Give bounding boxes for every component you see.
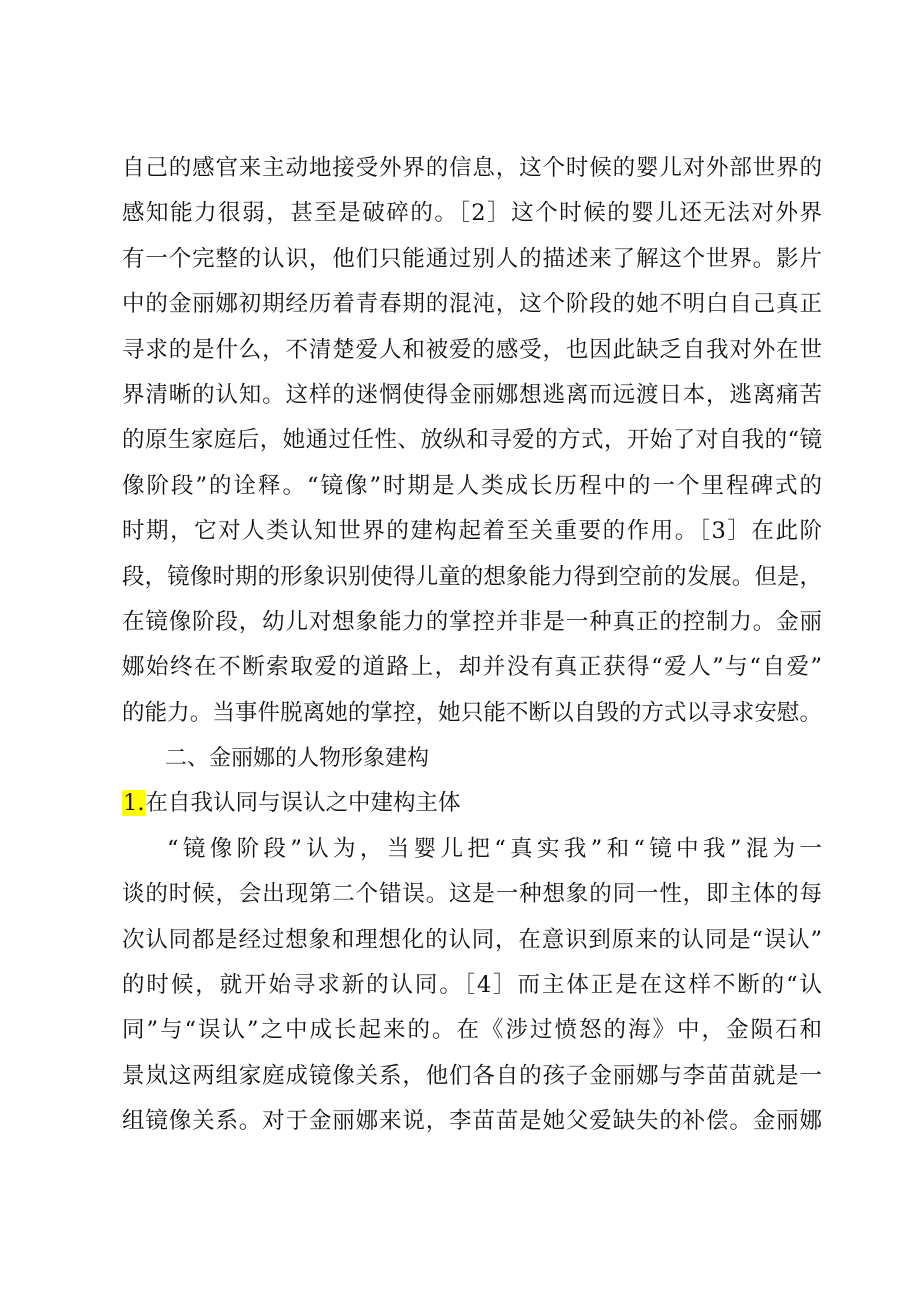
paragraph-line: 的时候，就开始寻求新的认同。［4］而主体正是在这样不断的“认 xyxy=(122,972,822,999)
subsection-title: 在自我认同与误认之中建构主体 xyxy=(145,790,461,817)
subsection-number: 1. xyxy=(123,790,145,817)
paragraph-2 xyxy=(122,827,822,1145)
paragraph-line: 感知能力很弱，甚至是破碎的。［2］这个时候的婴儿还无法对外界 xyxy=(122,200,822,227)
paragraph-line: 在镜像阶段，幼儿对想象能力的掌控并非是一种真正的控制力。金丽 xyxy=(122,608,822,635)
paragraph-line: 次认同都是经过想象和理想化的认同，在意识到原来的认同是“误认” xyxy=(122,926,822,953)
paragraph-line: 谈的时候，会出现第二个错误。这是一种想象的同一性，即主体的每 xyxy=(122,881,822,908)
paragraph-line: 组镜像关系。对于金丽娜来说，李苗苗是她父爱缺失的补偿。金丽娜 xyxy=(122,1108,822,1135)
paragraph-line: 有一个完整的认识，他们只能通过别人的描述来了解这个世界。影片 xyxy=(122,245,822,272)
subsection-heading xyxy=(122,781,822,826)
paragraph-line: 同”与“误认”之中成长起来的。在《涉过愤怒的海》中，金陨石和 xyxy=(122,1017,822,1044)
paragraph-line: 时期，它对人类认知世界的建构起着至关重要的作用。［3］在此阶 xyxy=(122,518,822,545)
paragraph-line: 像阶段”的诠释。“镜像”时期是人类成长历程中的一个里程碑式的 xyxy=(122,472,822,499)
paragraph-line: 界清晰的认知。这样的迷惘使得金丽娜想逃离而远渡日本，逃离痛苦 xyxy=(122,381,822,408)
paragraph-line: 自己的感官来主动地接受外界的信息，这个时候的婴儿对外部世界的 xyxy=(122,155,822,181)
paragraph-line: 娜始终在不断索取爱的道路上，却并没有真正获得“爱人”与“自爱” xyxy=(122,654,822,681)
paragraph-line: “镜像阶段”认为，当婴儿把“真实我”和“镜中我”混为一 xyxy=(167,835,822,862)
paragraph-line: 段，镜像时期的形象识别使得儿童的想象能力得到空前的发展。但是， xyxy=(122,563,822,590)
paragraph-line: 中的金丽娜初期经历着青春期的混沌，这个阶段的她不明白自己真正 xyxy=(122,291,822,318)
paragraph-1 xyxy=(122,146,822,736)
paragraph-line: 寻求的是什么，不清楚爱人和被爱的感受，也因此缺乏自我对外在世 xyxy=(122,336,822,363)
section-heading: 二、金丽娜的人物形象建构 xyxy=(165,746,430,772)
paragraph-line: 的原生家庭后，她通过任性、放纵和寻爱的方式，开始了对自我的“镜 xyxy=(122,427,822,454)
paragraph-line: 景岚这两组家庭成镜像关系，他们各自的孩子金丽娜与李苗苗就是一 xyxy=(122,1062,822,1089)
paragraph-line: 的能力。当事件脱离她的掌控，她只能不断以自毁的方式以寻求安慰。 xyxy=(122,699,822,726)
body-text xyxy=(122,146,822,1145)
